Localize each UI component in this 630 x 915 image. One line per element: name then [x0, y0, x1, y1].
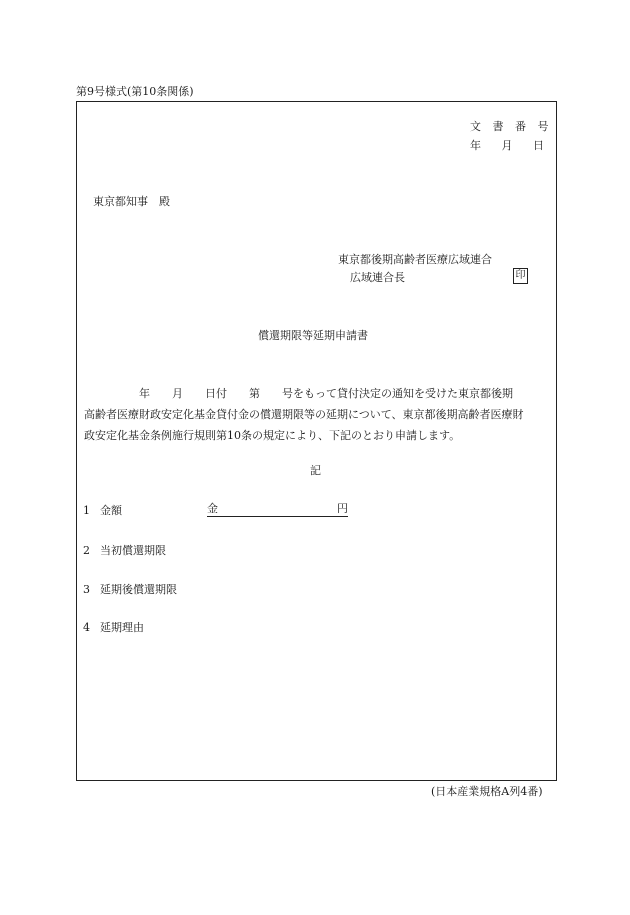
- body-paragraph: [84, 383, 552, 446]
- addressee: 東京都知事 殿: [93, 195, 170, 208]
- date-label: 年 月 日: [470, 139, 544, 152]
- body-line-3: 政安定化基金条例施行規則第10条の規定により、下記のとおり申請します。: [84, 429, 461, 442]
- document-title: 償還期限等延期申請書: [258, 329, 368, 342]
- document-number-label: 文 書 番 号: [470, 120, 553, 133]
- item-label-initial-due: 当初償還期限: [100, 544, 166, 557]
- sender-title: 広域連合長: [350, 271, 405, 284]
- amount-suffix: 円: [337, 502, 348, 515]
- amount-prefix: 金: [207, 502, 218, 515]
- item-label-extension-reason: 延期理由: [100, 621, 144, 634]
- sender-organization: 東京都後期高齢者医療広域連合: [338, 253, 492, 266]
- footer-note: (日本産業規格A列4番): [431, 785, 543, 798]
- form-label: 第9号様式(第10条関係): [76, 85, 194, 98]
- item-label-extended-due: 延期後償還期限: [100, 583, 177, 596]
- item-number-3: 3: [83, 583, 90, 596]
- ki-heading: 記: [310, 464, 321, 477]
- item-number-4: 4: [83, 621, 90, 634]
- item-number-1: 1: [83, 504, 90, 517]
- amount-field: [207, 503, 348, 517]
- body-line-1: 年 月 日付 第 号をもって貸付決定の通知を受けた東京都後期: [84, 387, 513, 400]
- seal-mark: 印: [513, 268, 528, 284]
- item-number-2: 2: [83, 544, 90, 557]
- body-line-2: 高齢者医療財政安定化基金貸付金の償還期限等の延期について、東京都後期高齢者医療財: [84, 408, 524, 421]
- item-label-amount: 金額: [100, 504, 122, 517]
